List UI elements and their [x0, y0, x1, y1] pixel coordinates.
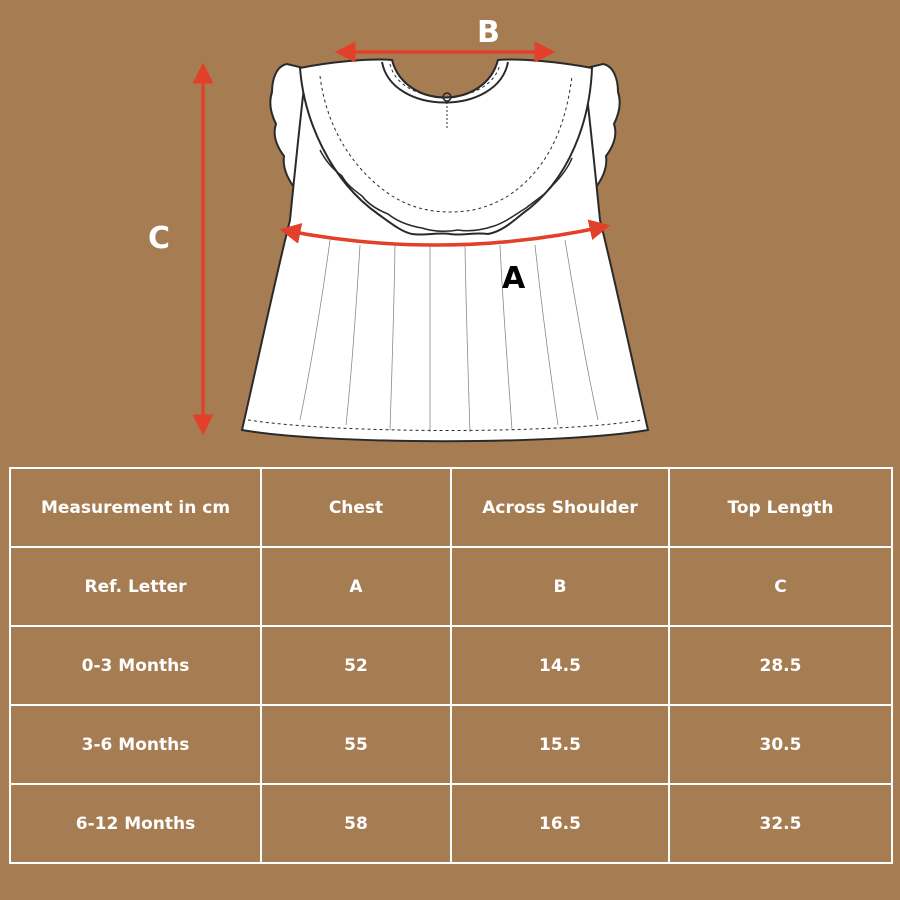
- label-b: B: [477, 15, 500, 50]
- header-top-length: Top Length: [669, 468, 892, 547]
- table-cell: 3-6 Months: [10, 705, 261, 784]
- header-across-shoulder: Across Shoulder: [451, 468, 669, 547]
- table-cell: 15.5: [451, 705, 669, 784]
- size-chart-table: [9, 467, 893, 864]
- table-row: [10, 784, 892, 863]
- label-c: C: [148, 221, 171, 256]
- header-measurement: Measurement in cm: [10, 468, 261, 547]
- table-row: [10, 547, 892, 626]
- table-cell: 6-12 Months: [10, 784, 261, 863]
- table-cell: 55: [261, 705, 451, 784]
- table-cell: 52: [261, 626, 451, 705]
- table-cell: Ref. Letter: [10, 547, 261, 626]
- table-header-row: [10, 468, 892, 547]
- table-cell: 14.5: [451, 626, 669, 705]
- table-cell: 32.5: [669, 784, 892, 863]
- baby-top-illustration: [242, 59, 648, 441]
- label-a: A: [502, 261, 526, 296]
- table-cell: A: [261, 547, 451, 626]
- table-row: [10, 705, 892, 784]
- table-cell: 28.5: [669, 626, 892, 705]
- table-row: [10, 626, 892, 705]
- table-cell: C: [669, 547, 892, 626]
- table-cell: B: [451, 547, 669, 626]
- table-cell: 0-3 Months: [10, 626, 261, 705]
- table-cell: 30.5: [669, 705, 892, 784]
- table-cell: 16.5: [451, 784, 669, 863]
- table-cell: 58: [261, 784, 451, 863]
- header-chest: Chest: [261, 468, 451, 547]
